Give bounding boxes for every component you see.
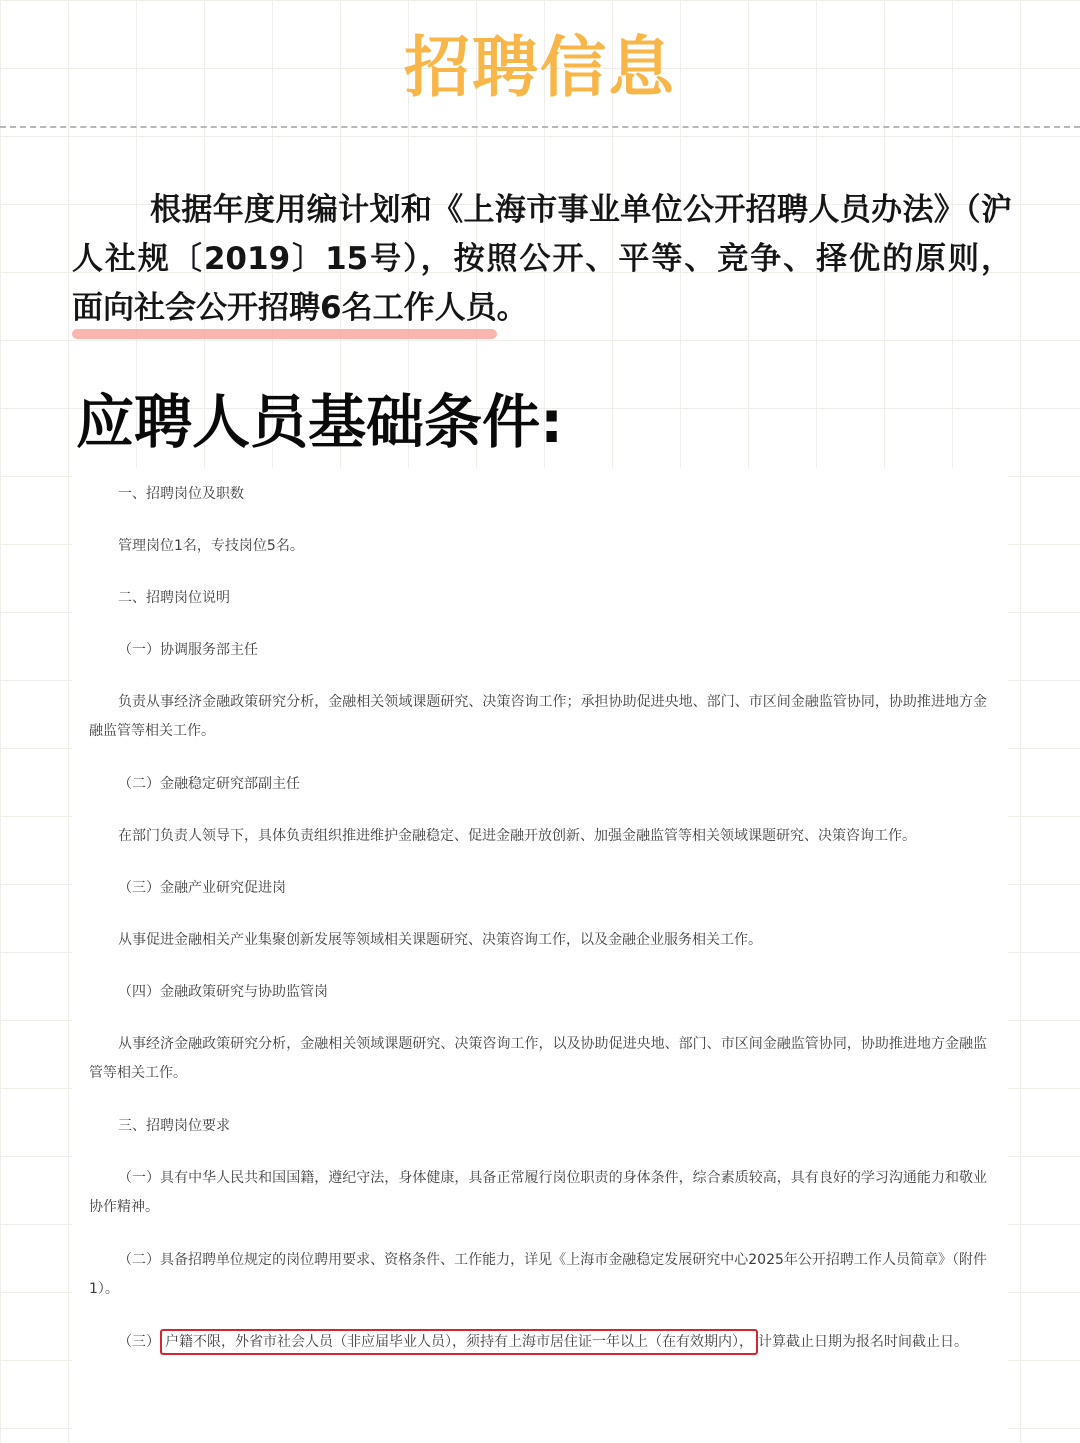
doc-position-desc-4: 从事经济金融政策研究分析，金融相关领域课题研究、决策咨询工作，以及协助促进央地、部门、市区间金融监管协同，协助推进地方金融监管等相关工作。 (89, 1036, 987, 1081)
section-heading: 应聘人员基础条件: (76, 388, 564, 456)
doc-position-title-3: （三）金融产业研究促进岗 (118, 880, 286, 896)
doc-position-desc-3: 从事促进金融相关产业集聚创新发展等领域相关课题研究、决策咨询工作，以及金融企业服务相关工作。 (118, 932, 762, 948)
highlight-underline (72, 329, 497, 339)
intro-paragraph (72, 186, 1012, 333)
doc-position-title-4: （四）金融政策研究与协助监管岗 (118, 984, 328, 1000)
red-highlight-box: 户籍不限，外省市社会人员（非应届毕业人员），须持有上海市居住证一年以上（在有效期内）， (160, 1329, 758, 1355)
intro-highlight-text: 面向社会公开招聘6名工作人员 (72, 290, 497, 326)
doc-section-heading-2: 二、招聘岗位说明 (118, 590, 230, 606)
intro-highlight (72, 284, 497, 333)
dashed-divider (0, 126, 1080, 128)
page-title: 招聘信息 (404, 29, 676, 106)
doc-position-desc-1: 负责从事经济金融政策研究分析，金融相关领域课题研究、决策咨询工作；承担协助促进央地、部门、市区间金融监管协同，协助推进地方金融监管等相关工作。 (89, 694, 987, 739)
doc-section-heading-1: 一、招聘岗位及职数 (118, 486, 244, 502)
requirement-3-suffix: 计算截止日期为报名时间截止日。 (758, 1334, 968, 1350)
doc-requirement-3 (89, 1328, 987, 1357)
requirement-3-prefix: （三） (118, 1334, 160, 1350)
doc-position-desc-2: 在部门负责人领导下，具体负责组织推进维护金融稳定、促进金融开放创新、加强金融监管等相关领域课题研究、决策咨询工作。 (118, 828, 916, 844)
doc-requirement-1: （一）具有中华人民共和国国籍，遵纪守法，身体健康，具备正常履行岗位职责的身体条件，综合素质较高，具有良好的学习沟通能力和敬业协作精神。 (89, 1170, 987, 1215)
document-scan (72, 468, 1008, 1443)
doc-position-title-2: （二）金融稳定研究部副主任 (118, 776, 300, 792)
intro-text: 根据年度用编计划和《上海市事业单位公开招聘人员办法》（沪人社规〔2019〕15号），按照公开、平等、竞争、择优的原则， (72, 192, 1012, 277)
doc-position-title-1: （一）协调服务部主任 (118, 642, 258, 658)
intro-end: 。 (496, 290, 528, 326)
doc-section-heading-3: 三、招聘岗位要求 (118, 1118, 230, 1134)
doc-text-positions: 管理岗位1名，专技岗位5名。 (118, 538, 304, 554)
doc-requirement-2: （二）具备招聘单位规定的岗位聘用要求、资格条件、工作能力，详见《上海市金融稳定发展研究中心2025年公开招聘工作人员简章》（附件1）。 (89, 1252, 987, 1297)
